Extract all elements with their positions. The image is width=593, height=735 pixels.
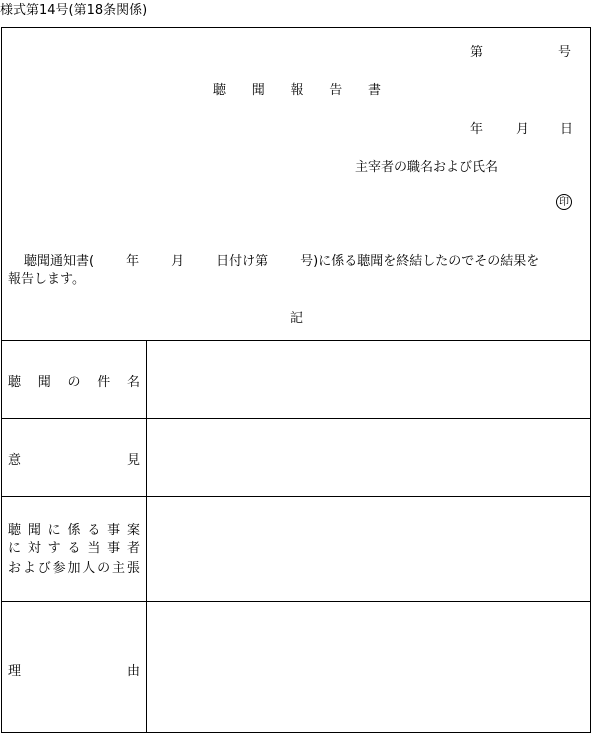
label-char: 案 [126, 523, 140, 538]
cell-reason[interactable] [147, 602, 590, 732]
label-char: 聴 [8, 375, 22, 390]
title-char: 告 [329, 83, 343, 98]
label-char: る [87, 523, 101, 538]
label-char: の [67, 375, 81, 390]
label-char: 聴 [8, 523, 22, 538]
cell-hearing-subject[interactable] [147, 341, 590, 418]
seal-mark: 印 [556, 194, 572, 210]
label-char: 張 [126, 561, 140, 576]
date-day: 日 [560, 122, 574, 137]
label-claims [8, 519, 140, 575]
label-char: 参 [52, 561, 66, 576]
cell-claims[interactable] [147, 497, 590, 601]
label-char: の [97, 561, 111, 576]
title-char: 聞 [251, 83, 265, 98]
body-line-2: 報告します。 [8, 272, 85, 287]
label-char: す [47, 541, 61, 556]
label-char: 件 [97, 375, 111, 390]
label-char: 理 [8, 664, 22, 679]
label-char: 事 [107, 523, 121, 538]
body-line-1 [24, 250, 539, 269]
label-char: 者 [126, 541, 140, 556]
body-text-year: 年 [126, 254, 140, 269]
body-text-notice: 聴聞通知書( [24, 254, 95, 269]
label-char: 名 [126, 375, 140, 390]
label-char: に [8, 541, 22, 556]
label-char: 由 [126, 664, 140, 679]
title-char: 報 [290, 83, 304, 98]
label-char: 人 [82, 561, 96, 576]
body-text-month: 月 [171, 254, 185, 269]
presider-name-label: 主宰者の職名および氏名 [355, 160, 499, 175]
document-title [213, 79, 381, 98]
label-char: 係 [67, 523, 81, 538]
label-reason [8, 660, 140, 679]
title-char: 聴 [213, 83, 227, 98]
label-char: よ [22, 561, 36, 576]
label-char: 当 [87, 541, 101, 556]
label-char: 見 [126, 453, 140, 468]
cell-opinion[interactable] [147, 419, 590, 496]
label-char: び [37, 561, 51, 576]
ki-heading: 記 [290, 311, 304, 326]
label-char: お [8, 561, 22, 576]
label-char: 加 [67, 561, 81, 576]
form-caption: 様式第14号(第18条関係) [0, 3, 148, 18]
label-char: に [47, 523, 61, 538]
body-text-date-no: 日付け第 [216, 254, 269, 269]
label-char: 対 [27, 541, 41, 556]
label-char: 聞 [37, 375, 51, 390]
date-month: 月 [516, 122, 530, 137]
label-char: 聞 [27, 523, 41, 538]
number-prefix: 第 [470, 45, 484, 60]
label-char: 意 [8, 453, 22, 468]
label-char: る [67, 541, 81, 556]
title-char: 書 [367, 83, 381, 98]
number-suffix: 号 [558, 45, 572, 60]
body-text-rest: 号)に係る聴聞を終結したのでその結果を [300, 254, 540, 269]
date-year: 年 [470, 122, 484, 137]
label-char: 事 [107, 541, 121, 556]
label-char: 主 [112, 561, 126, 576]
label-opinion [8, 449, 140, 468]
label-hearing-subject [8, 371, 140, 390]
